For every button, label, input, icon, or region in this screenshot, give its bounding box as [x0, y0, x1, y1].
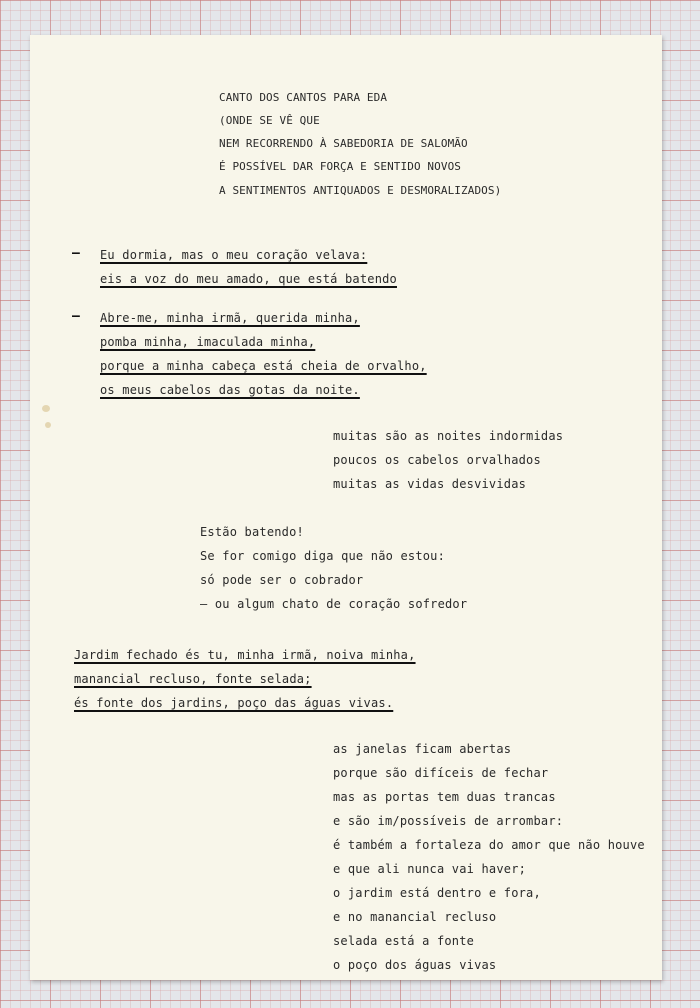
verse-line: é também a fortaleza do amor que não houve: [333, 838, 645, 852]
verse-line: — ou algum chato de coração sofredor: [200, 597, 468, 611]
verse-line: selada está a fonte: [333, 934, 475, 948]
verse-line: Estão batendo!: [200, 525, 304, 539]
margin-dash: —: [72, 246, 80, 261]
verse-line: Jardim fechado és tu, minha irmã, noiva minha,: [74, 648, 416, 662]
title-line: (ONDE SE VÊ QUE: [219, 114, 320, 127]
paper-stain: [42, 405, 50, 412]
verse-line: porque a minha cabeça está cheia de orvalho,: [100, 359, 427, 373]
verse-line: e que ali nunca vai haver;: [333, 862, 527, 876]
verse-line: és fonte dos jardins, poço das águas vivas.: [74, 696, 394, 710]
verse-line: muitas as vidas desvividas: [333, 477, 527, 491]
verse-line: manancial recluso, fonte selada;: [74, 672, 312, 686]
title-line: CANTO DOS CANTOS PARA EDA: [219, 91, 388, 104]
title-line: A SENTIMENTOS ANTIQUADOS E DESMORALIZADOS): [219, 184, 502, 197]
verse-line: só pode ser o cobrador: [200, 573, 364, 587]
verse-line: o poço dos águas vivas: [333, 958, 497, 972]
verse-line: Eu dormia, mas o meu coração velava:: [100, 248, 368, 262]
verse-line: porque são difíceis de fechar: [333, 766, 549, 780]
paper-stain: [45, 422, 51, 428]
verse-line: e no manancial recluso: [333, 910, 497, 924]
verse-line: os meus cabelos das gotas da noite.: [100, 383, 360, 397]
title-line: NEM RECORRENDO À SABEDORIA DE SALOMÃO: [219, 137, 468, 150]
verse-line: poucos os cabelos orvalhados: [333, 453, 541, 467]
margin-dash: —: [72, 309, 80, 324]
verse-line: as janelas ficam abertas: [333, 742, 512, 756]
verse-line: Abre-me, minha irmã, querida minha,: [100, 311, 360, 325]
verse-line: e são im/possíveis de arrombar:: [333, 814, 564, 828]
verse-line: eis a voz do meu amado, que está batendo: [100, 272, 397, 286]
verse-line: pomba minha, imaculada minha,: [100, 335, 316, 349]
verse-line: o jardim está dentro e fora,: [333, 886, 541, 900]
verse-line: Se for comigo diga que não estou:: [200, 549, 446, 563]
typewritten-page: [30, 35, 662, 980]
title-line: É POSSÍVEL DAR FORÇA E SENTIDO NOVOS: [219, 160, 462, 173]
verse-line: mas as portas tem duas trancas: [333, 790, 556, 804]
verse-line: muitas são as noites indormidas: [333, 429, 564, 443]
